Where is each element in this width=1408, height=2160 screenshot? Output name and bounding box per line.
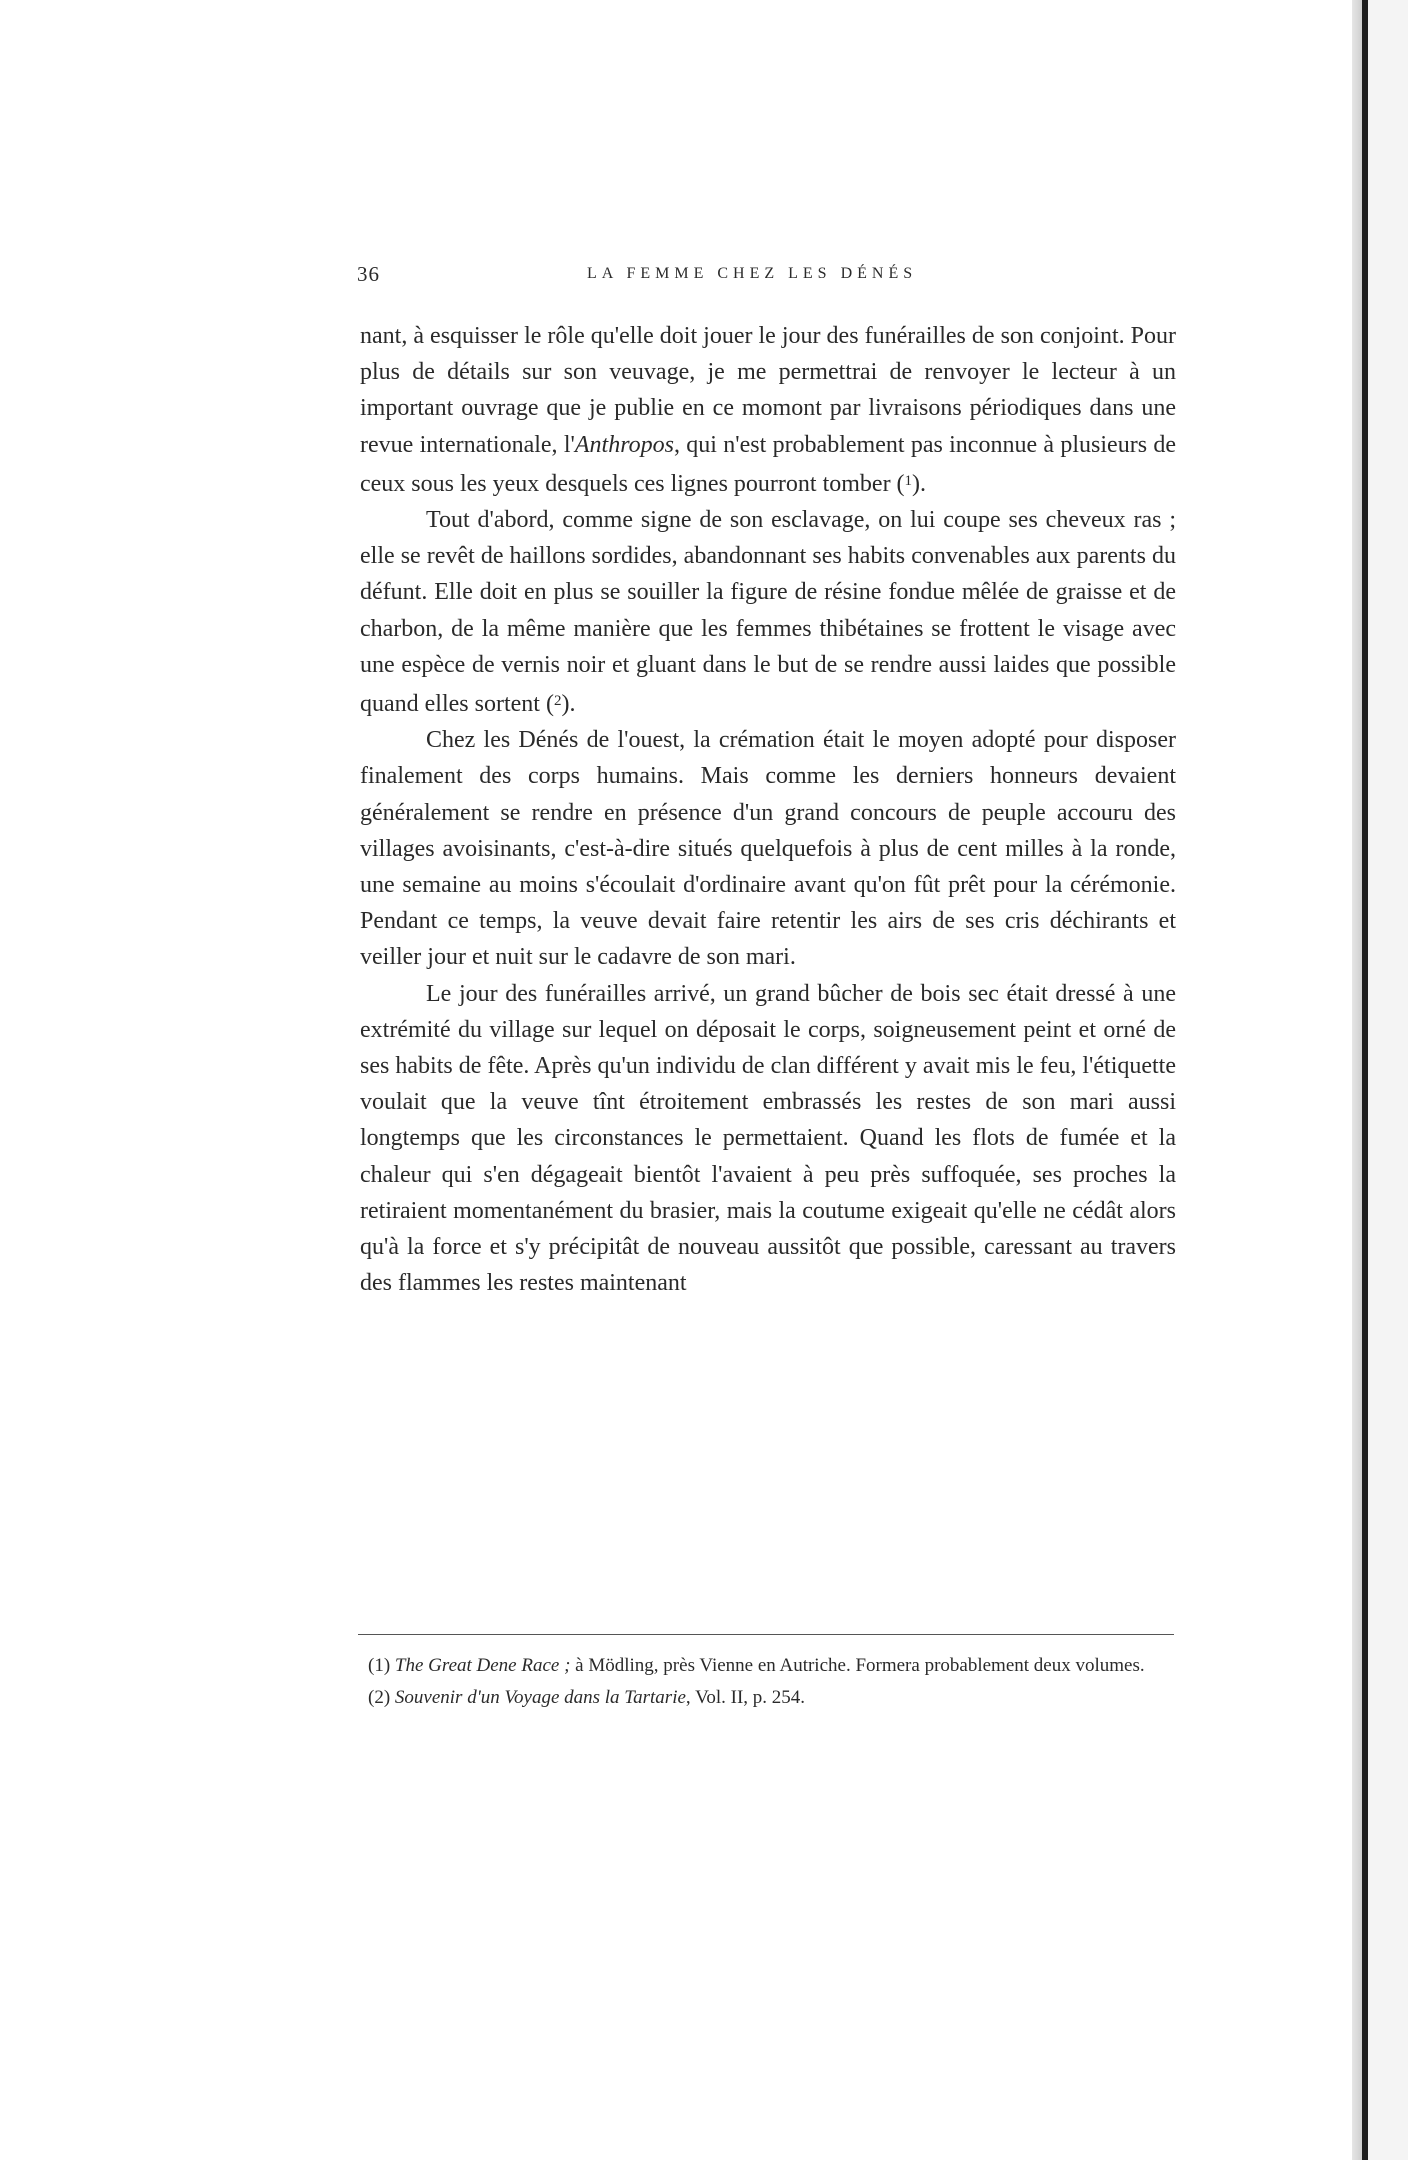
- footnote-1: [358, 1653, 1174, 1679]
- paragraph-4: Le jour des funérailles arrivé, un grand bûcher de bois sec était dressé à une extrémité du village sur lequel on déposait le corps, soigneusement peint et orné de ses habits de fête. Après qu'un individu de clan différent y avait mis le feu, l'étiquette voulait que la veuve tînt étroitement embrassés les restes de son mari aussi longtemps que les circonstances le permettaient. Quand les flots de fumée et la chaleur qui s'en dégageait bientôt l'avaient à peu près suffoquée, ses proches la retiraient momentanément du brasier, mais la coutume exigeait qu'elle ne cédât alors qu'à la force et s'y précipitât de nouveau aussitôt que possible, caressant au travers des flammes les restes maintenant: [360, 980, 1176, 1297]
- footnote-1-title: The Great Dene Race ;: [394, 1655, 571, 1676]
- footnote-2: [358, 1685, 1174, 1711]
- paragraph-2: [360, 502, 1176, 722]
- journal-title: Anthropos: [574, 431, 674, 458]
- paragraph-1: [360, 318, 1176, 502]
- page-number: 36: [357, 262, 380, 286]
- page-edge-shadow: [1352, 0, 1362, 2160]
- footnote-1-text: à Mödling, près Vienne en Autriche. Formera probablement deux volumes.: [570, 1655, 1145, 1676]
- running-title: LA FEMME CHEZ LES DÉNÉS: [587, 265, 918, 282]
- paragraph-1-text-b: , qui n'est probablement pas inconnue à plusieurs de ceux sous les yeux desquels ces lignes pourront tomber (: [360, 431, 1176, 497]
- page-header: [357, 262, 1173, 292]
- paragraph-3: Chez les Dénés de l'ouest, la crémation était le moyen adopté pour disposer finalement des corps humains. Mais comme les derniers honneurs devaient généralement se rendre en présence d'un grand concours de peuple accouru des villages avoisinants, c'est-à-dire situés quelquefois à plus de cent milles à la ronde, une semaine au moins s'écoulait d'ordinaire avant qu'on fût prêt pour la cérémonie. Pendant ce temps, la veuve devait faire retentir les airs de ses cris déchirants et veiller jour et nuit sur le cadavre de son mari.: [360, 727, 1176, 971]
- footnote-reference-2[interactable]: 2: [553, 693, 562, 710]
- footnote-reference-1[interactable]: 1: [904, 472, 913, 489]
- paragraph-1-text-a: nant, à esquisser le rôle qu'elle doit jouer le jour des funérailles de son conjoint. Pour plus de détails sur son veuvage, je me permettrai de renvoyer le lecteur à un important ouvrage que je publie en ce momont par livraisons périodiques dans une revue internationale, l': [360, 323, 1176, 458]
- paragraph-2-text-a: Tout d'abord, comme signe de son esclavage, on lui coupe ses cheveux ras ; elle se revêt de haillons sordides, abandonnant ses habits convenables aux parents du défunt. Elle doit en plus se souiller la figure de résine fondue mêlée de graisse et de charbon, de la même manière que les femmes thibétaines se frottent le visage avec une espèce de vernis noir et gluant dans le but de se rendre aussi laides que possible quand elles sortent (: [360, 507, 1176, 718]
- paragraph-1-text-c: ).: [912, 470, 927, 497]
- body-text: [360, 318, 1176, 1301]
- footnote-2-mark: (2): [368, 1687, 391, 1708]
- paragraph-2-text-c: ).: [561, 691, 576, 718]
- adjacent-page-edge: [1368, 0, 1408, 2160]
- footnote-2-title: Souvenir d'un Voyage dans la Tartarie: [394, 1687, 686, 1708]
- footnote-divider: [358, 1634, 1174, 1635]
- footnote-1-mark: (1): [368, 1655, 391, 1676]
- footnote-2-text: , Vol. II, p. 254.: [685, 1687, 806, 1708]
- footnotes: [358, 1653, 1174, 1711]
